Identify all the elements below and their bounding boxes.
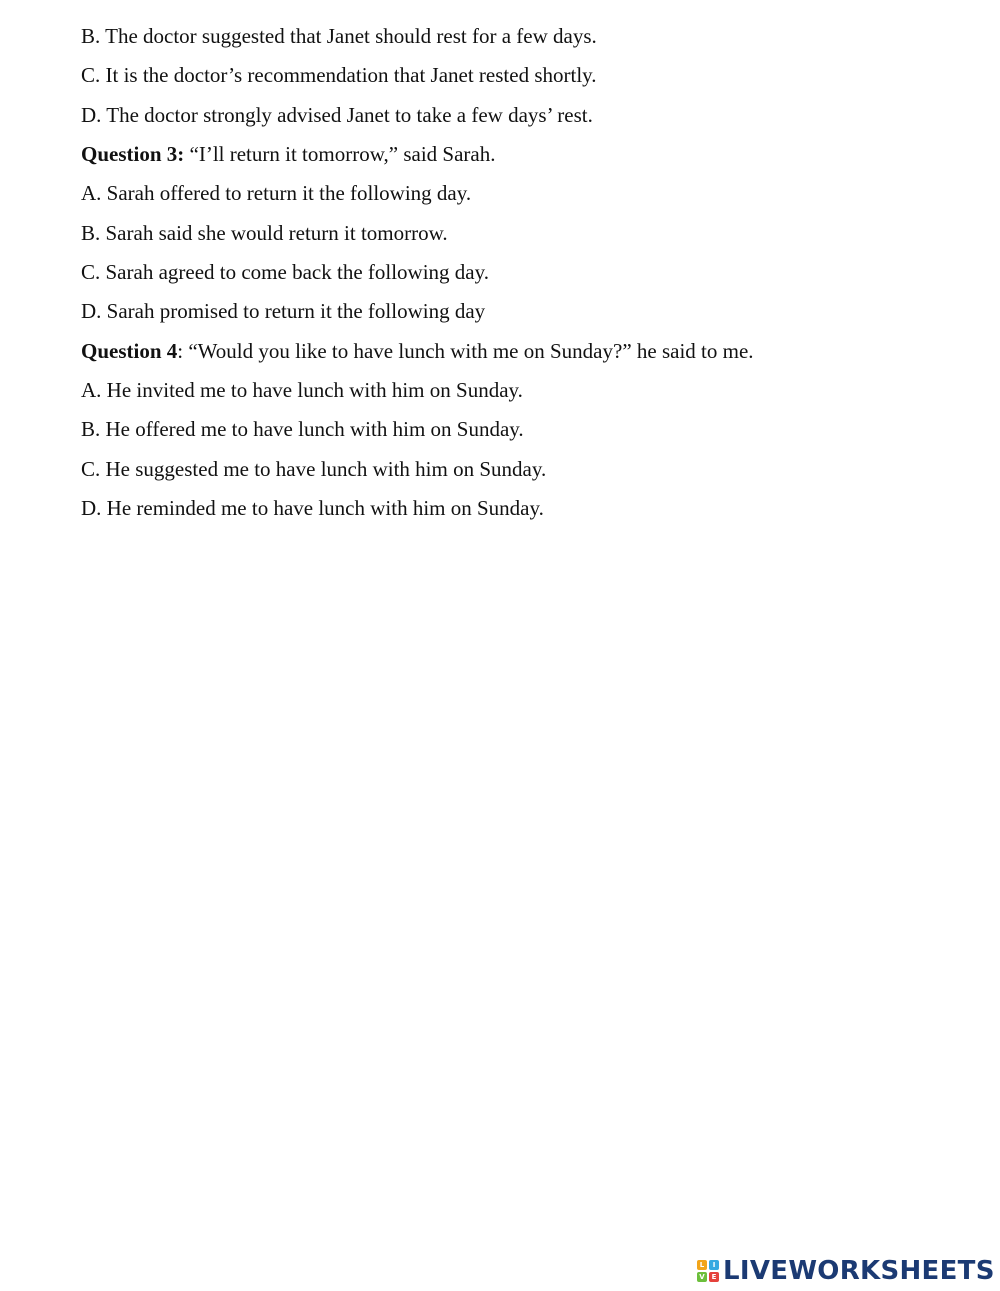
option-q4-b bbox=[81, 416, 524, 442]
option-text: B. The doctor suggested that Janet should rest for a few days. bbox=[81, 24, 597, 48]
logo-tiles-icon bbox=[697, 1260, 719, 1282]
logo-tile: I bbox=[709, 1260, 719, 1270]
question-4 bbox=[81, 338, 754, 364]
option-text: A. He invited me to have lunch with him on Sunday. bbox=[81, 378, 523, 402]
option-q4-c bbox=[81, 456, 546, 482]
logo-text: LIVEWORKSHEETS bbox=[723, 1256, 995, 1286]
question-label: Question 4 bbox=[81, 339, 178, 363]
option-q3-c bbox=[81, 259, 489, 285]
option-text: B. Sarah said she would return it tomorrow. bbox=[81, 221, 448, 245]
option-text: D. Sarah promised to return it the following day bbox=[81, 299, 486, 323]
logo-tile: E bbox=[709, 1272, 719, 1282]
question-3 bbox=[81, 141, 495, 167]
option-q2-c bbox=[81, 62, 597, 88]
logo-tile: L bbox=[697, 1260, 707, 1270]
option-q4-a bbox=[81, 377, 523, 403]
question-text: “I’ll return it tomorrow,” said Sarah. bbox=[184, 142, 496, 166]
option-q4-d bbox=[81, 495, 544, 521]
liveworksheets-logo bbox=[697, 1256, 995, 1286]
logo-tile: V bbox=[697, 1272, 707, 1282]
option-q3-d bbox=[81, 298, 485, 324]
option-q2-b bbox=[81, 23, 597, 49]
option-q3-a bbox=[81, 180, 471, 206]
option-q3-b bbox=[81, 220, 448, 246]
option-text: C. He suggested me to have lunch with him on Sunday. bbox=[81, 457, 547, 481]
option-text: D. The doctor strongly advised Janet to take a few days’ rest. bbox=[81, 103, 593, 127]
option-text: A. Sarah offered to return it the following day. bbox=[81, 181, 472, 205]
option-text: C. It is the doctor’s recommendation that Janet rested shortly. bbox=[81, 63, 597, 87]
option-text: C. Sarah agreed to come back the following day. bbox=[81, 260, 490, 284]
question-text: : “Would you like to have lunch with me on Sunday?” he said to me. bbox=[177, 339, 754, 363]
option-q2-d bbox=[81, 102, 593, 128]
option-text: D. He reminded me to have lunch with him on Sunday. bbox=[81, 496, 544, 520]
question-label: Question 3: bbox=[81, 142, 185, 166]
option-text: B. He offered me to have lunch with him on Sunday. bbox=[81, 417, 524, 441]
